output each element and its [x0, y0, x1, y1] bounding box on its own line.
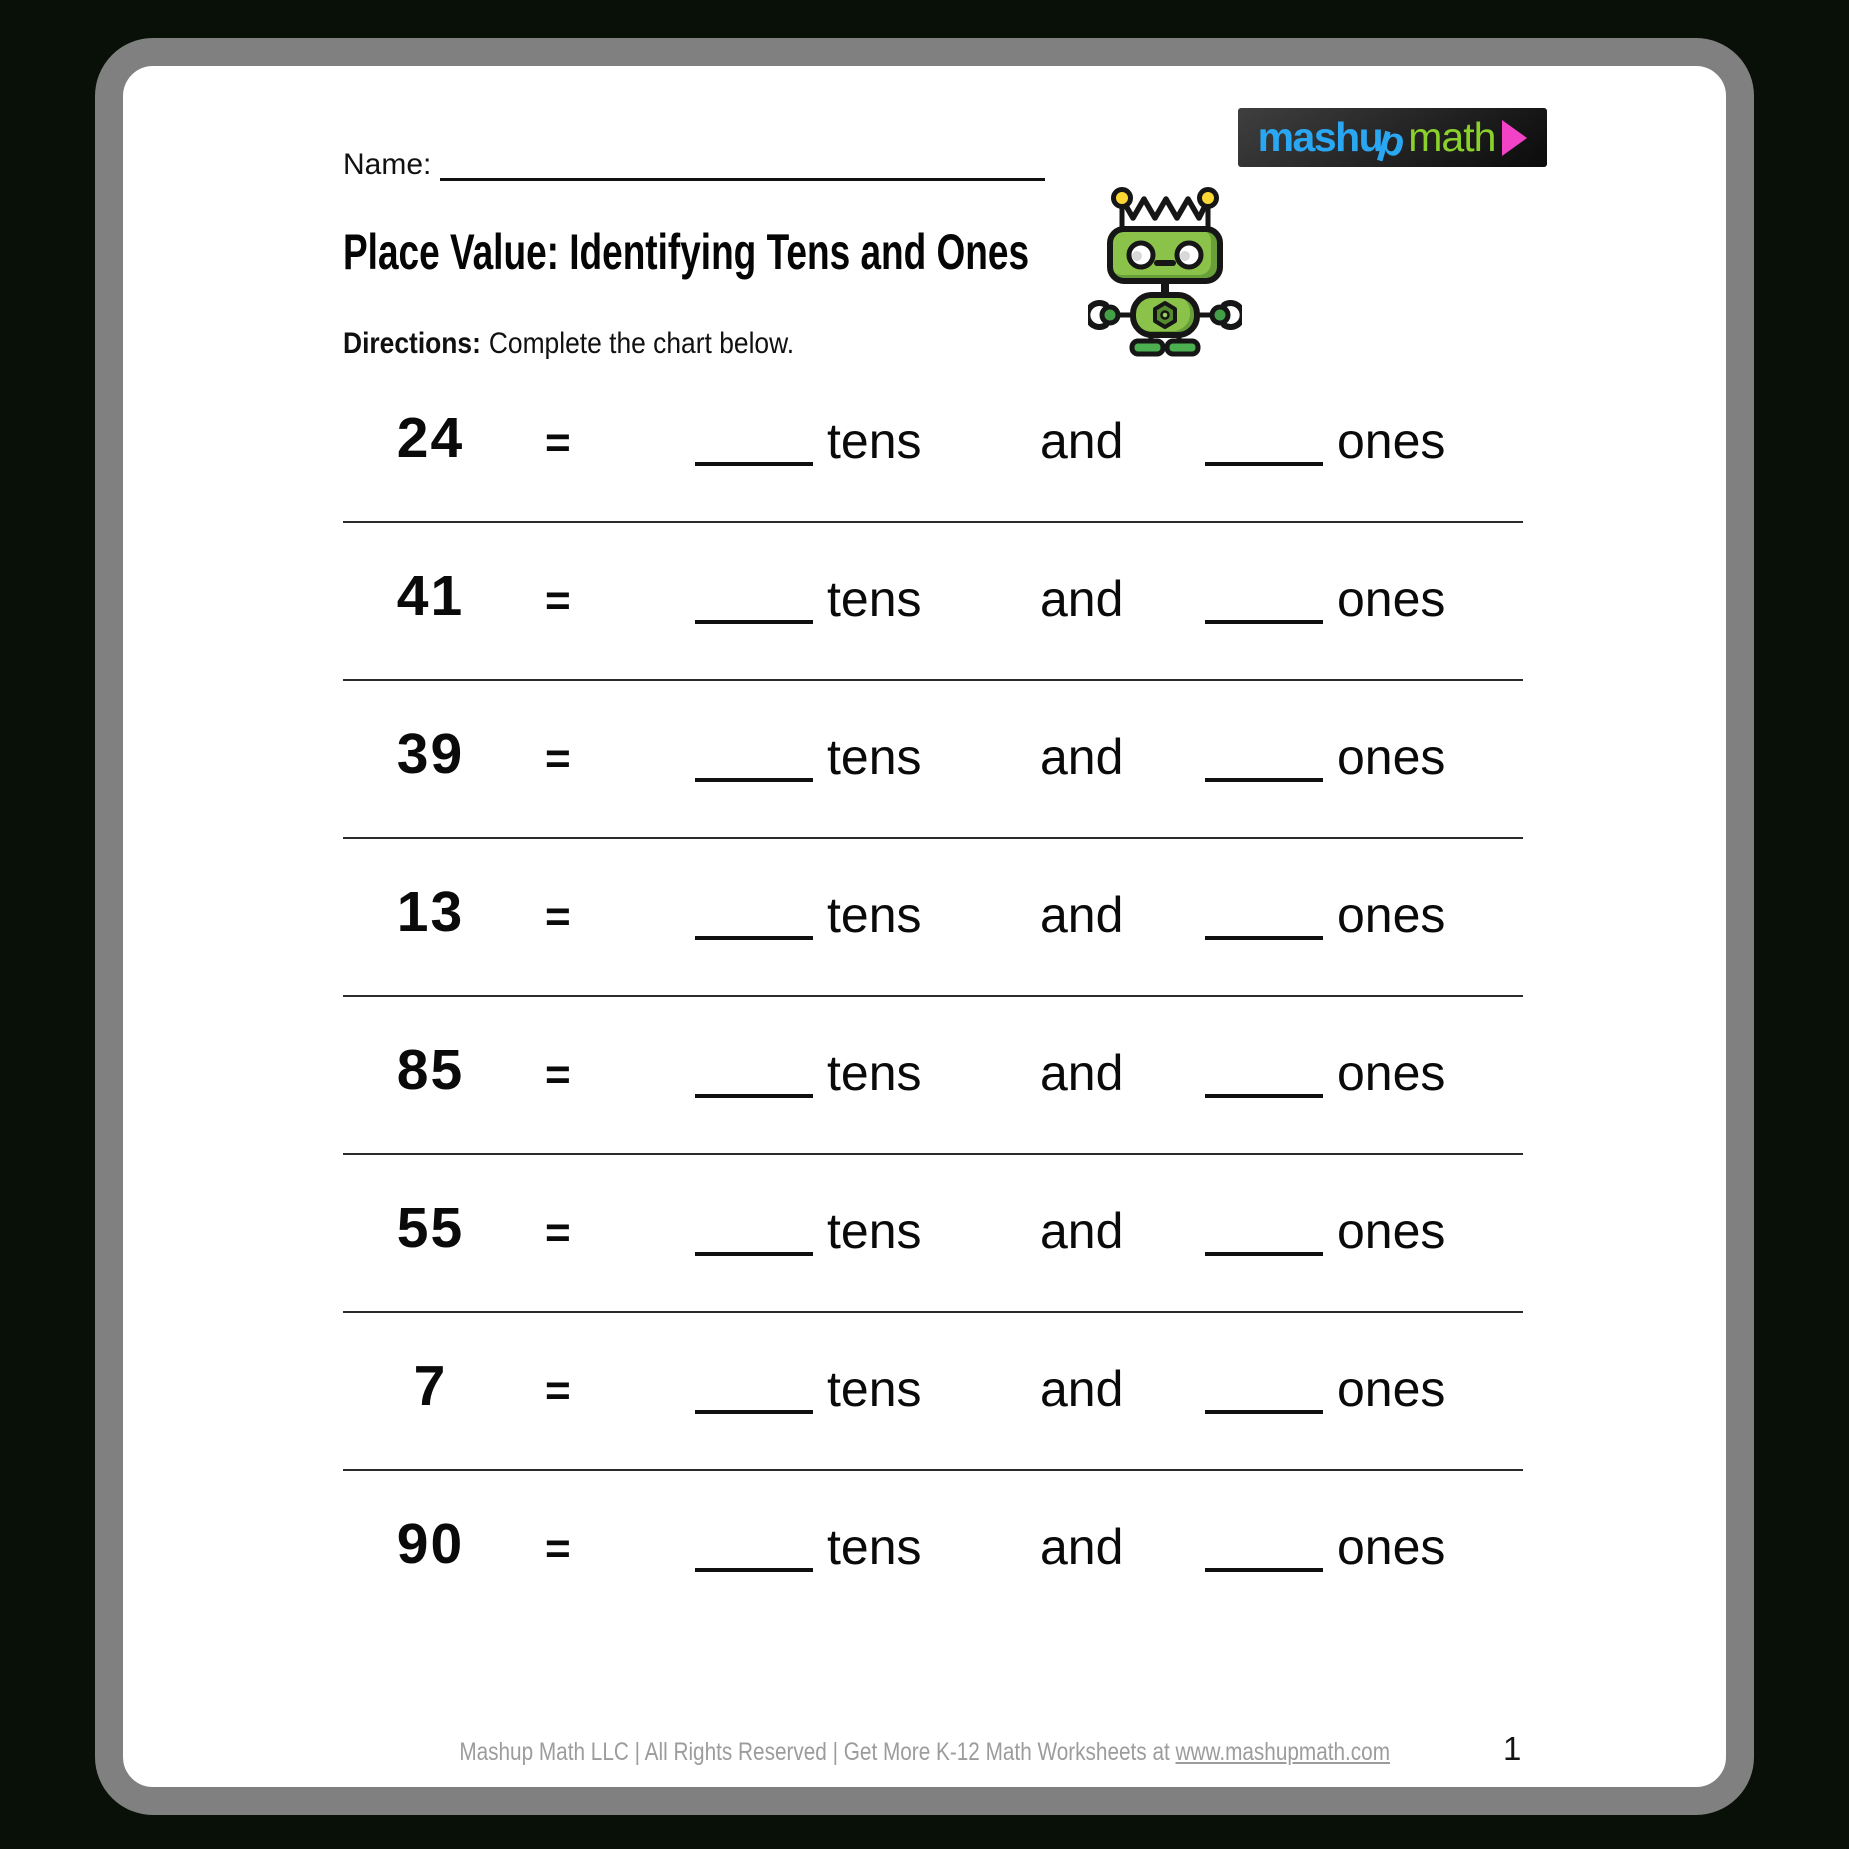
row-number: 90	[396, 1512, 465, 1576]
ones-label: ones	[1337, 1519, 1446, 1575]
footer-website-link[interactable]: www.mashupmath.com	[1175, 1738, 1390, 1766]
row-number: 85	[396, 1038, 465, 1102]
row-separator	[343, 1311, 1523, 1313]
tens-answer-blank	[695, 1094, 813, 1098]
worksheet-row	[123, 1498, 1726, 1598]
ones-answer-blank	[1205, 1252, 1323, 1256]
worksheet-row	[123, 708, 1726, 808]
and-label: and	[1040, 887, 1124, 943]
tens-label: tens	[827, 1045, 922, 1101]
ones-answer-blank	[1205, 1094, 1323, 1098]
row-number: 13	[396, 880, 465, 944]
equals-sign: =	[545, 1524, 571, 1573]
row-separator	[343, 1469, 1523, 1471]
ones-label: ones	[1337, 1361, 1446, 1417]
ones-answer-blank	[1205, 620, 1323, 624]
equals-sign: =	[545, 576, 571, 625]
tens-label: tens	[827, 413, 922, 469]
mashupmath-logo	[1238, 108, 1547, 167]
tens-label: tens	[827, 1519, 922, 1575]
tens-answer-blank	[695, 620, 813, 624]
worksheet-row	[123, 1024, 1726, 1124]
ones-answer-blank	[1205, 462, 1323, 466]
directions-label: Directions:	[343, 327, 481, 360]
row-separator	[343, 995, 1523, 997]
directions-text: Complete the chart below.	[488, 327, 795, 360]
and-label: and	[1040, 1203, 1124, 1259]
worksheet-row	[123, 1340, 1726, 1440]
ones-answer-blank	[1205, 1568, 1323, 1572]
tens-answer-blank	[695, 778, 813, 782]
ones-label: ones	[1337, 571, 1446, 627]
row-number: 41	[396, 564, 465, 628]
directions	[343, 329, 794, 359]
equals-sign: =	[545, 1050, 571, 1099]
equals-sign: =	[545, 418, 571, 467]
worksheet-page	[95, 38, 1754, 1815]
tens-label: tens	[827, 887, 922, 943]
ones-label: ones	[1337, 887, 1446, 943]
footer-copyright-text: Mashup Math LLC | All Rights Reserved | Get More K-12 Math Worksheets at	[459, 1738, 1176, 1766]
and-label: and	[1040, 729, 1124, 785]
ones-answer-blank	[1205, 1410, 1323, 1414]
tens-label: tens	[827, 1361, 922, 1417]
and-label: and	[1040, 1045, 1124, 1101]
row-number: 55	[396, 1196, 465, 1260]
ones-label: ones	[1337, 729, 1446, 785]
worksheet-row	[123, 392, 1726, 492]
worksheet-row	[123, 866, 1726, 966]
ones-label: ones	[1337, 1203, 1446, 1259]
worksheet-row	[123, 1182, 1726, 1282]
and-label: and	[1040, 1361, 1124, 1417]
ones-label: ones	[1337, 1045, 1446, 1101]
page-title: Place Value: Identifying Tens and Ones	[343, 224, 1030, 280]
play-triangle-icon	[1502, 120, 1527, 156]
tens-label: tens	[827, 729, 922, 785]
tens-answer-blank	[695, 936, 813, 940]
ones-answer-blank	[1205, 936, 1323, 940]
ones-answer-blank	[1205, 778, 1323, 782]
row-separator	[343, 521, 1523, 523]
equals-sign: =	[545, 1208, 571, 1257]
equals-sign: =	[545, 734, 571, 783]
logo-text-p: p	[1374, 115, 1412, 167]
row-separator	[343, 837, 1523, 839]
row-separator	[343, 679, 1523, 681]
ones-label: ones	[1337, 413, 1446, 469]
tens-answer-blank	[695, 1410, 813, 1414]
logo-text-math: math	[1408, 114, 1496, 160]
and-label: and	[1040, 413, 1124, 469]
and-label: and	[1040, 1519, 1124, 1575]
tens-label: tens	[827, 571, 922, 627]
name-blank-line	[440, 178, 1045, 181]
row-number: 39	[396, 722, 465, 786]
and-label: and	[1040, 571, 1124, 627]
tens-answer-blank	[695, 462, 813, 466]
page-number: 1	[1503, 1730, 1522, 1767]
row-number: 24	[396, 406, 465, 470]
worksheet-row	[123, 550, 1726, 650]
equals-sign: =	[545, 892, 571, 941]
name-label: Name:	[343, 148, 432, 181]
row-number: 7	[413, 1354, 448, 1418]
tens-answer-blank	[695, 1568, 813, 1572]
tens-label: tens	[827, 1203, 922, 1259]
footer	[123, 1740, 1726, 1765]
tens-answer-blank	[695, 1252, 813, 1256]
robot-mascot-icon	[1088, 185, 1242, 357]
logo-text-mashu: mashu	[1257, 114, 1383, 160]
equals-sign: =	[545, 1366, 571, 1415]
row-separator	[343, 1153, 1523, 1155]
